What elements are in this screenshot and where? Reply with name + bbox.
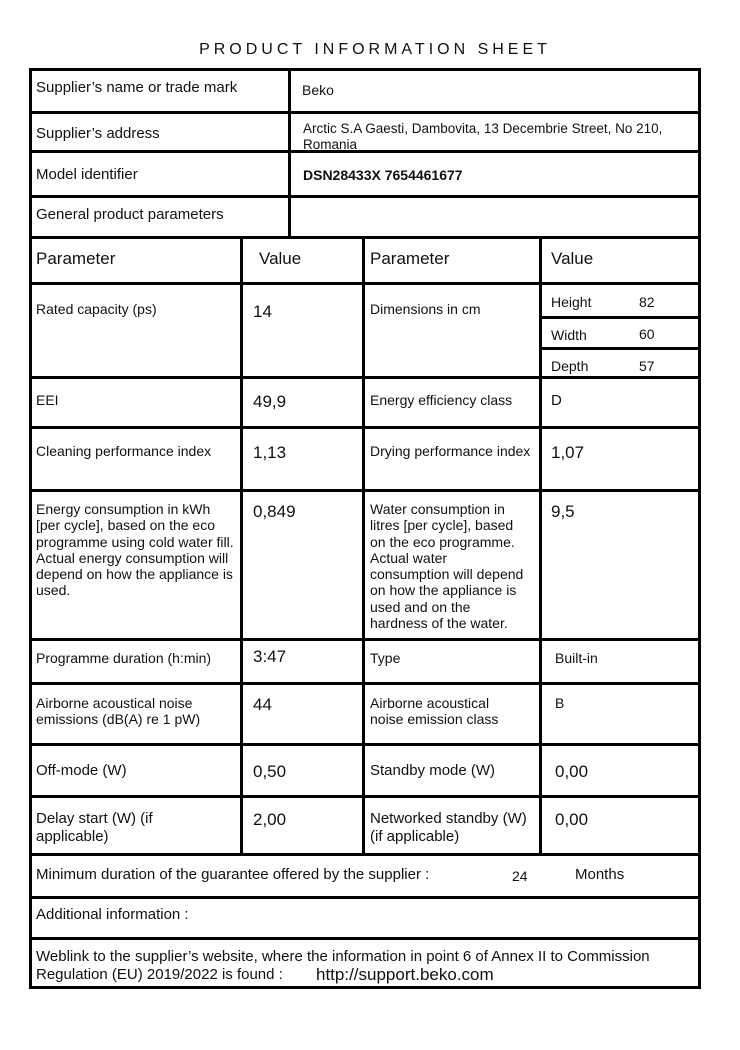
guarantee-value: 24 bbox=[512, 868, 528, 884]
water-consumption-value: 9,5 bbox=[551, 502, 575, 521]
standby-mode-value: 0,00 bbox=[555, 762, 589, 781]
rule bbox=[32, 282, 698, 285]
off-mode-value: 0,50 bbox=[253, 762, 287, 781]
rule bbox=[32, 426, 698, 429]
additional-info-label: Additional information : bbox=[36, 906, 189, 923]
rule bbox=[32, 853, 698, 856]
general-parameters-label: General product parameters bbox=[36, 206, 224, 223]
rule bbox=[32, 896, 698, 899]
supplier-address-value: Arctic S.A Gaesti, Dambovita, 13 Decembrie Street, No 210, Romania bbox=[303, 121, 663, 152]
rule bbox=[32, 236, 698, 239]
noise-emissions-label: Airborne acoustical noise emissions (dB(A) re 1 pW) bbox=[36, 695, 201, 727]
noise-class-value: B bbox=[555, 695, 565, 711]
standby-mode-label: Standby mode (W) bbox=[370, 762, 496, 779]
page-title: PRODUCT INFORMATION SHEET bbox=[199, 41, 551, 58]
eei-value: 49,9 bbox=[253, 392, 287, 411]
model-identifier-label: Model identifier bbox=[36, 166, 138, 183]
energy-class-value: D bbox=[551, 392, 562, 409]
rated-capacity-label: Rated capacity (ps) bbox=[36, 301, 157, 317]
rule bbox=[32, 111, 698, 114]
delay-start-value: 2,00 bbox=[253, 810, 287, 829]
cleaning-index-value: 1,13 bbox=[253, 443, 287, 462]
networked-standby-label: Networked standby (W) (if applicable) bbox=[370, 810, 527, 845]
height-label: Height bbox=[551, 294, 592, 310]
delay-start-label: Delay start (W) (if applicable) bbox=[36, 810, 153, 845]
supplier-name-label: Supplier’s name or trade mark bbox=[36, 79, 238, 96]
networked-standby-value: 0,00 bbox=[555, 810, 589, 829]
rule bbox=[32, 743, 698, 746]
width-value: 60 bbox=[639, 326, 655, 342]
width-label: Width bbox=[551, 327, 587, 343]
off-mode-label: Off-mode (W) bbox=[36, 762, 127, 779]
rule bbox=[362, 239, 365, 853]
noise-class-label: Airborne acoustical noise emission class bbox=[370, 695, 499, 727]
dimensions-label: Dimensions in cm bbox=[370, 301, 481, 317]
drying-index-label: Drying performance index bbox=[370, 443, 531, 459]
eei-label: EEI bbox=[36, 392, 59, 408]
depth-label: Depth bbox=[551, 358, 589, 374]
water-consumption-label: Water consumption in litres [per cycle], based on the eco programme. Actual water consumption will depend on how the appliance is used and on the hardness of the water. bbox=[370, 501, 524, 632]
noise-emissions-value: 44 bbox=[253, 695, 272, 714]
type-value: Built-in bbox=[555, 650, 598, 666]
type-label: Type bbox=[370, 650, 401, 666]
programme-duration-label: Programme duration (h:min) bbox=[36, 650, 212, 666]
rule bbox=[32, 937, 698, 940]
rule bbox=[32, 376, 698, 379]
column-header-value: Value bbox=[551, 249, 594, 268]
weblink-label: Weblink to the supplier’s website, where the information in point 6 of Annex II to Commission Regulation (EU) 2019/2022 is found : bbox=[36, 948, 650, 983]
supplier-address-label: Supplier’s address bbox=[36, 125, 160, 142]
weblink-url[interactable]: http://support.beko.com bbox=[316, 965, 494, 984]
height-value: 82 bbox=[639, 294, 655, 310]
product-information-table bbox=[29, 68, 701, 989]
energy-consumption-value: 0,849 bbox=[253, 502, 296, 521]
depth-value: 57 bbox=[639, 358, 655, 374]
programme-duration-value: 3:47 bbox=[253, 647, 287, 666]
rule bbox=[32, 195, 698, 198]
rule bbox=[539, 239, 542, 853]
rule bbox=[32, 638, 698, 641]
guarantee-label: Minimum duration of the guarantee offered by the supplier : bbox=[36, 866, 430, 883]
guarantee-unit: Months bbox=[575, 866, 625, 883]
rated-capacity-value: 14 bbox=[253, 302, 272, 321]
rule bbox=[240, 239, 243, 853]
rule bbox=[540, 316, 698, 319]
energy-consumption-label: Energy consumption in kWh [per cycle], based on the eco programme using cold water fill. Actual energy consumption will depend on how the appliance is used. bbox=[36, 501, 234, 599]
energy-class-label: Energy efficiency class bbox=[370, 392, 513, 408]
column-header-value: Value bbox=[259, 249, 302, 268]
column-header-parameter: Parameter bbox=[370, 249, 450, 268]
rule bbox=[32, 795, 698, 798]
supplier-name-value: Beko bbox=[302, 82, 334, 98]
rule bbox=[288, 71, 291, 239]
rule bbox=[32, 682, 698, 685]
drying-index-value: 1,07 bbox=[551, 443, 585, 462]
cleaning-index-label: Cleaning performance index bbox=[36, 443, 212, 459]
column-header-parameter: Parameter bbox=[36, 249, 116, 268]
rule bbox=[32, 489, 698, 492]
rule bbox=[540, 347, 698, 350]
model-identifier-value: DSN28433X 7654461677 bbox=[303, 167, 463, 183]
